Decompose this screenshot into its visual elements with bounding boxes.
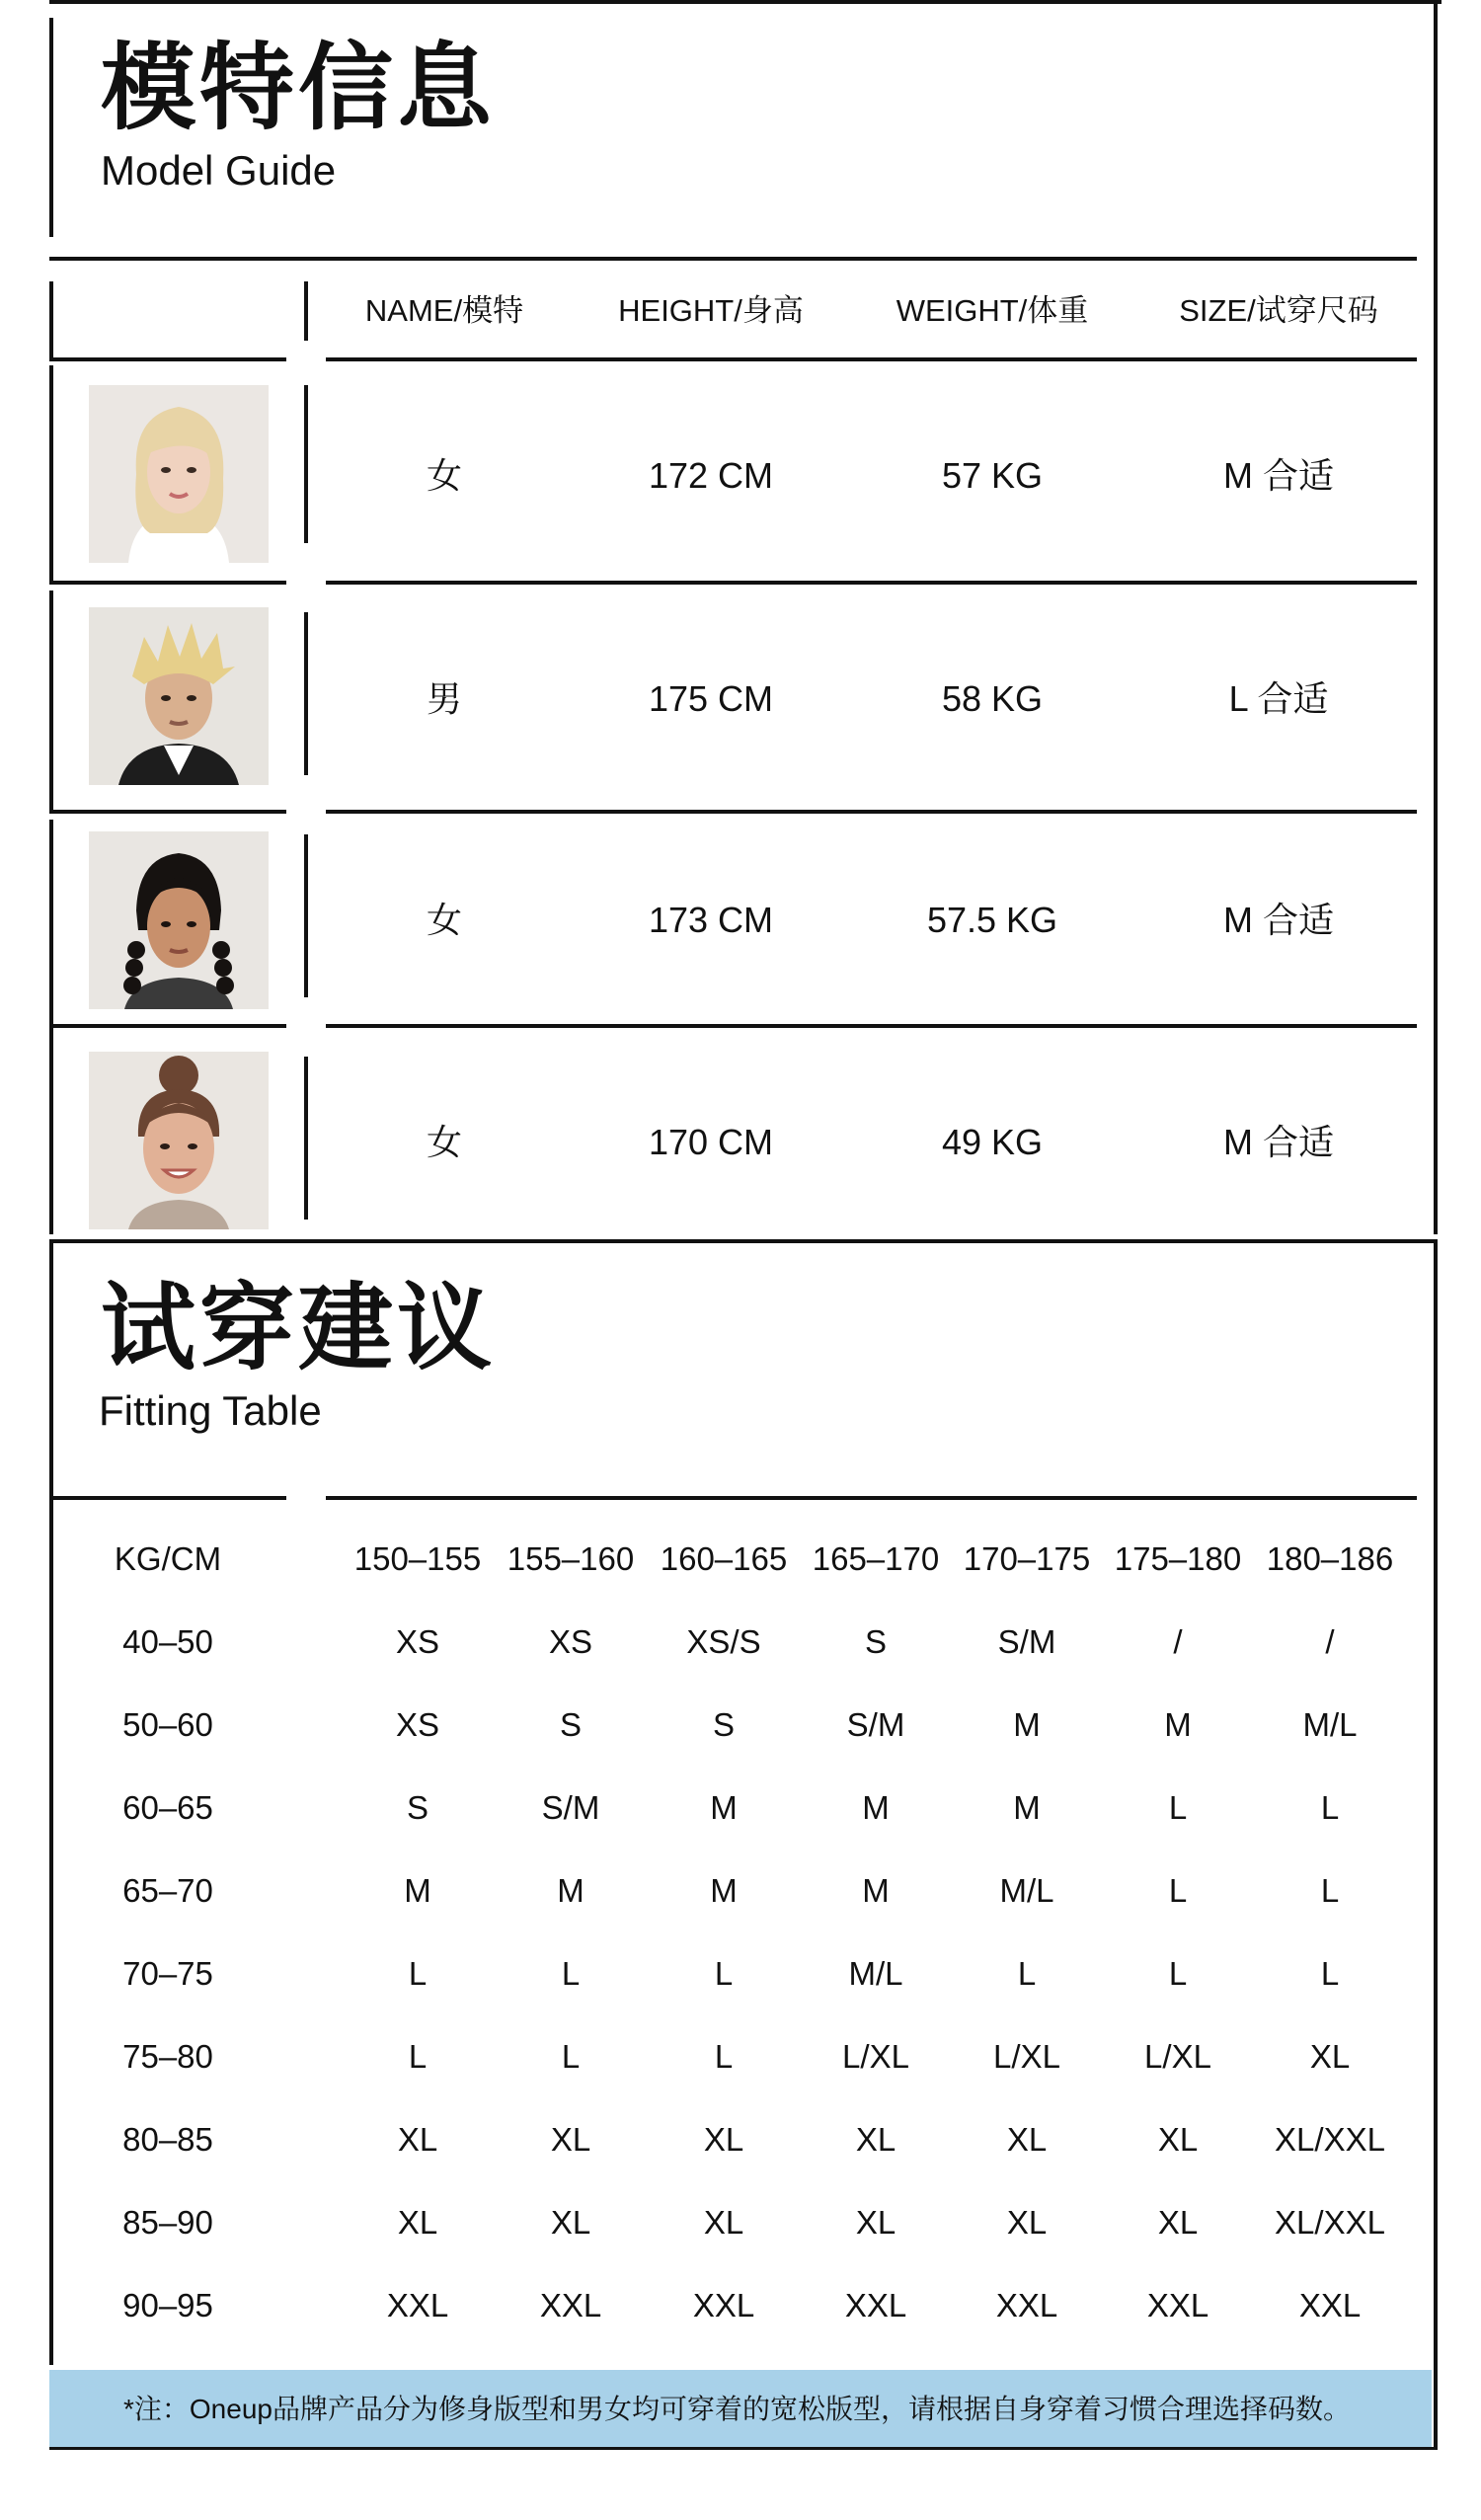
size-cell: M: [557, 1872, 585, 1909]
header-name: NAME/模特: [364, 293, 524, 328]
size-cell: XL: [1157, 2204, 1199, 2241]
size-cell: XL: [703, 2121, 744, 2158]
row3-name: 女: [426, 900, 462, 940]
corner-label: KG/CM: [114, 1540, 222, 1577]
row2-height: 175 CM: [648, 678, 774, 719]
size-cell: XL/XXL: [1275, 2204, 1385, 2241]
size-cell: L/XL: [1144, 2038, 1211, 2075]
size-cell: L: [561, 2038, 581, 2075]
size-cell: M/L: [848, 1955, 903, 1992]
size-cell: XS: [395, 1706, 440, 1743]
size-cell: M: [862, 1872, 890, 1909]
row2-name: 男: [426, 678, 462, 719]
size-cell: XL: [397, 2204, 438, 2241]
height-range-1: 150–155: [353, 1540, 482, 1577]
size-cell: M/L: [999, 1872, 1054, 1909]
size-cell: XXL: [844, 2287, 907, 2323]
fitting-row: [84, 2033, 1427, 2081]
size-cell: M: [404, 1872, 431, 1909]
size-cell: M: [710, 1789, 738, 1826]
size-cell: XL: [550, 2204, 591, 2241]
weight-range: 60–65: [122, 1789, 213, 1826]
fitting-header-row: [84, 1536, 1427, 1583]
size-cell: L: [1320, 1789, 1340, 1826]
footer-note: *注：Oneup品牌产品分为修身版型和男女均可穿着的宽松版型，请根据自身穿着习惯合理选择码数。: [49, 2370, 1432, 2449]
height-range-7: 180–186: [1266, 1540, 1394, 1577]
size-cell: XL: [855, 2204, 896, 2241]
size-cell: /: [1173, 1623, 1183, 1660]
size-cell: XL: [1157, 2121, 1199, 2158]
fitting-title-en: Fitting Table: [99, 1387, 322, 1434]
size-cell: L: [1168, 1955, 1188, 1992]
weight-range: 85–90: [122, 2204, 213, 2241]
row3-weight: 57.5 KG: [926, 900, 1058, 940]
note-bottom-border: [49, 2447, 1438, 2450]
size-cell: L: [1017, 1955, 1037, 1992]
size-cell: XXL: [1146, 2287, 1209, 2323]
row1-weight: 57 KG: [941, 455, 1044, 496]
size-cell: XL: [855, 2121, 896, 2158]
fitting-row: [84, 1618, 1427, 1666]
weight-range: 70–75: [122, 1955, 213, 1992]
weight-range: 65–70: [122, 1872, 213, 1909]
weight-range: 40–50: [122, 1623, 213, 1660]
height-range-3: 160–165: [660, 1540, 788, 1577]
size-cell: XXL: [386, 2287, 449, 2323]
height-range-5: 170–175: [963, 1540, 1091, 1577]
fitting-title-cn: 试穿建议: [101, 1276, 496, 1381]
header-size: SIZE/试穿尺码: [1179, 293, 1378, 328]
size-cell: L: [1320, 1955, 1340, 1992]
size-cell: XS/S: [686, 1623, 761, 1660]
size-cell: L: [714, 1955, 734, 1992]
size-cell: S/M: [997, 1623, 1056, 1660]
size-cell: XL: [1309, 2038, 1351, 2075]
size-cell: S/M: [846, 1706, 905, 1743]
size-cell: L/XL: [842, 2038, 909, 2075]
model-guide-title-cn: 模特信息: [101, 36, 496, 141]
size-cell: XL: [703, 2204, 744, 2241]
size-cell: L: [714, 2038, 734, 2075]
row4-height: 170 CM: [648, 1122, 774, 1162]
fitting-row: [84, 1701, 1427, 1749]
height-range-2: 155–160: [507, 1540, 635, 1577]
size-cell: XXL: [1298, 2287, 1362, 2323]
weight-range: 80–85: [122, 2121, 213, 2158]
size-cell: XL: [1006, 2121, 1048, 2158]
weight-range: 50–60: [122, 1706, 213, 1743]
size-cell: XXL: [539, 2287, 602, 2323]
size-cell: M: [1164, 1706, 1192, 1743]
size-cell: L: [1168, 1872, 1188, 1909]
fitting-row: [84, 2282, 1427, 2329]
size-cell: XS: [548, 1623, 593, 1660]
fitting-row: [84, 1950, 1427, 1998]
size-cell: M: [862, 1789, 890, 1826]
size-cell: /: [1325, 1623, 1335, 1660]
size-cell: S: [712, 1706, 735, 1743]
size-cell: M: [1013, 1706, 1041, 1743]
size-cell: L: [1168, 1789, 1188, 1826]
size-cell: S: [406, 1789, 429, 1826]
row4-size: M 合适: [1223, 1122, 1334, 1162]
size-cell: XXL: [692, 2287, 755, 2323]
fitting-row: [84, 1867, 1427, 1915]
size-cell: M: [710, 1872, 738, 1909]
header-height: HEIGHT/身高: [618, 293, 804, 328]
size-cell: L: [561, 1955, 581, 1992]
row1-size: M 合适: [1223, 455, 1334, 496]
size-cell: M/L: [1302, 1706, 1358, 1743]
row4-name: 女: [426, 1122, 462, 1162]
header-weight: WEIGHT/体重: [896, 293, 1089, 328]
size-cell: L: [1320, 1872, 1340, 1909]
size-cell: M: [1013, 1789, 1041, 1826]
size-cell: L/XL: [993, 2038, 1060, 2075]
fitting-row: [84, 2116, 1427, 2164]
size-cell: L: [408, 2038, 428, 2075]
row2-weight: 58 KG: [941, 678, 1044, 719]
size-cell: XXL: [995, 2287, 1058, 2323]
size-cell: XS: [395, 1623, 440, 1660]
row1-name: 女: [426, 455, 462, 496]
size-cell: XL: [550, 2121, 591, 2158]
row3-height: 173 CM: [648, 900, 774, 940]
weight-range: 75–80: [122, 2038, 213, 2075]
size-cell: XL: [397, 2121, 438, 2158]
weight-range: 90–95: [122, 2287, 213, 2323]
size-cell: S/M: [541, 1789, 600, 1826]
height-range-6: 175–180: [1114, 1540, 1242, 1577]
size-cell: L: [408, 1955, 428, 1992]
size-cell: XL/XXL: [1275, 2121, 1385, 2158]
row2-size: L 合适: [1228, 678, 1329, 719]
row3-size: M 合适: [1223, 900, 1334, 940]
model-guide-title-en: Model Guide: [101, 147, 337, 194]
fitting-row: [84, 1784, 1427, 1832]
row4-weight: 49 KG: [941, 1122, 1044, 1162]
fitting-row: [84, 2199, 1427, 2246]
size-cell: XL: [1006, 2204, 1048, 2241]
height-range-4: 165–170: [812, 1540, 940, 1577]
size-cell: S: [559, 1706, 582, 1743]
row1-height: 172 CM: [648, 455, 774, 496]
size-cell: S: [864, 1623, 887, 1660]
